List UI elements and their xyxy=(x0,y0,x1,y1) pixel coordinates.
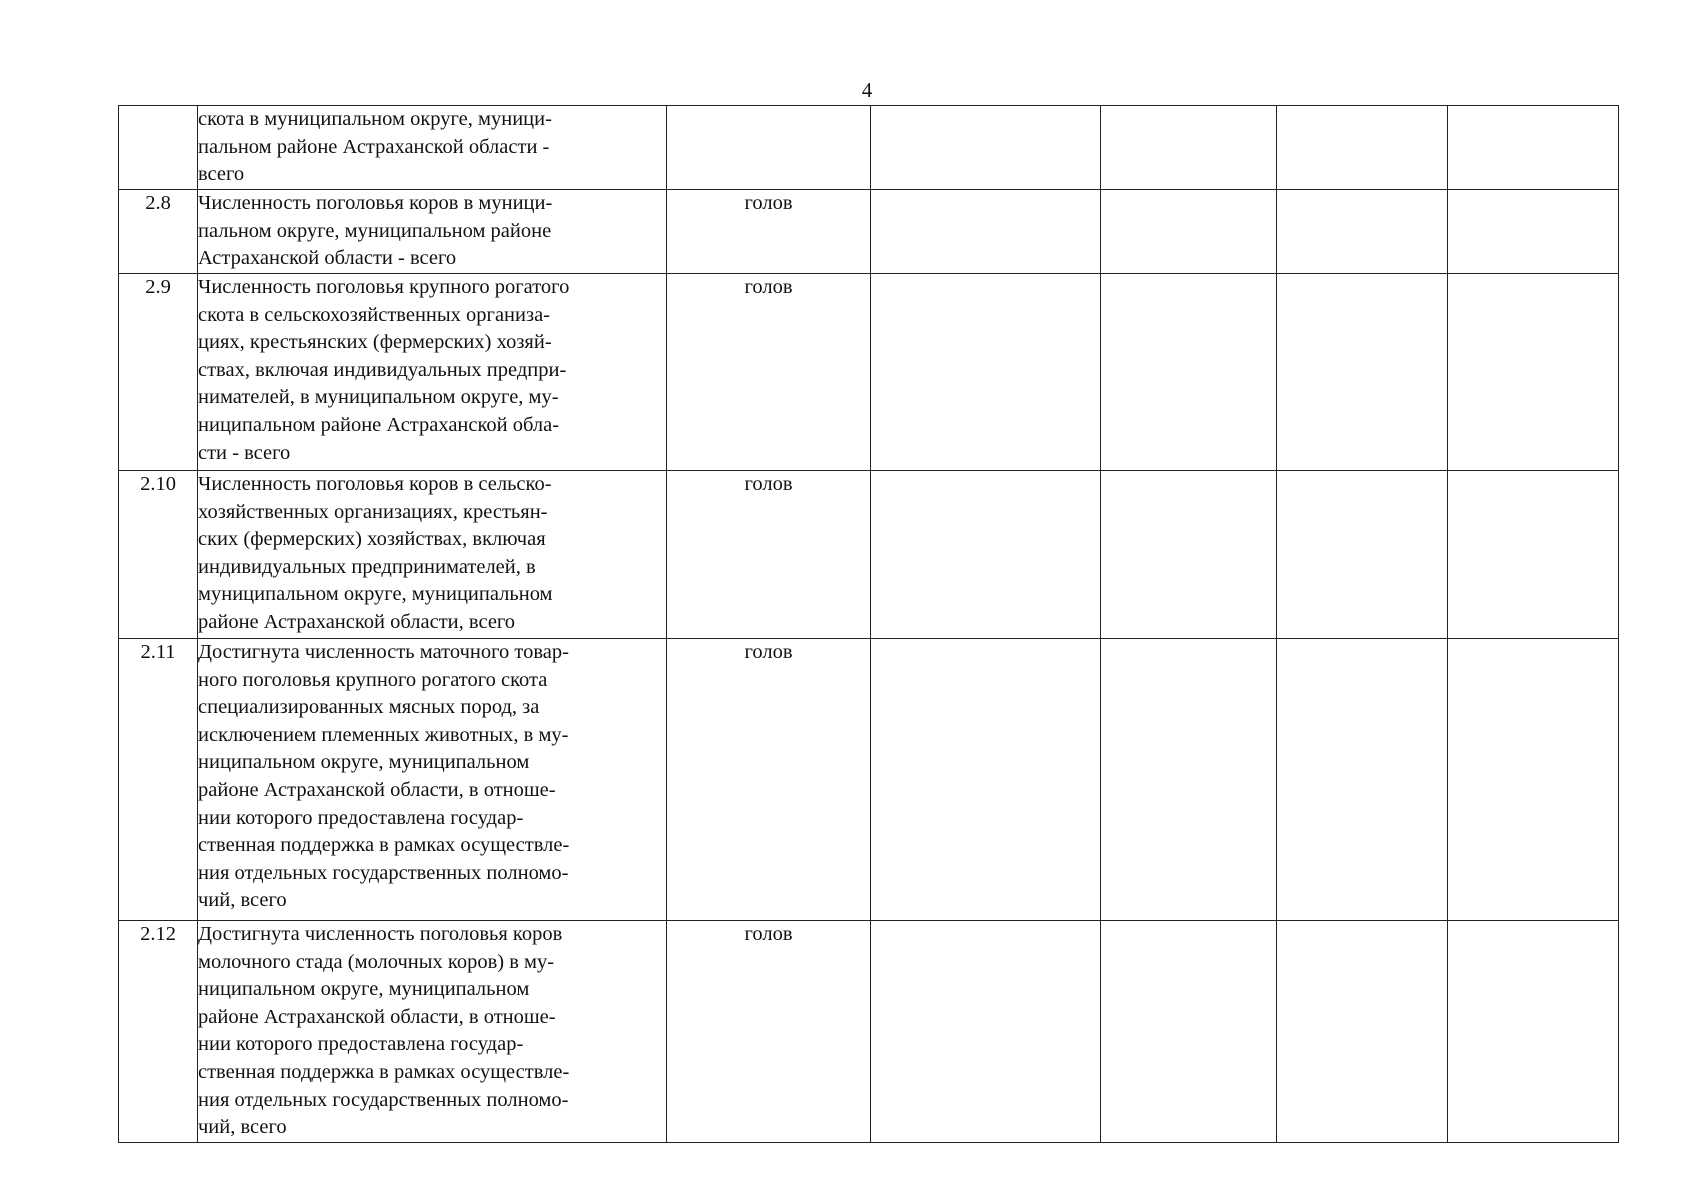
indicator-table xyxy=(118,105,1619,1143)
indicator-name-line: нии которого предоставлена государ- xyxy=(198,806,524,829)
indicator-name-line: районе Астраханской области, всего xyxy=(198,610,516,633)
indicator-name-line: циях, крестьянских (фермерских) хозяй- xyxy=(198,331,552,354)
value-cell-empty xyxy=(1448,190,1619,274)
value-cell-empty xyxy=(1448,471,1619,639)
row-number: 2.8 xyxy=(119,190,198,274)
indicator-name-line: ного поголовья крупного рогатого скота xyxy=(198,668,548,691)
table-body xyxy=(119,106,1619,1143)
indicator-name-line: Достигнута численность маточного товар- xyxy=(198,641,569,663)
value-cell-empty xyxy=(1101,274,1277,471)
indicator-name-line: специализированных мясных пород, за xyxy=(198,696,540,719)
unit-of-measure: голов xyxy=(667,921,871,1143)
indicator-name-line: чий, всего xyxy=(198,889,287,912)
table-row xyxy=(119,471,1619,639)
indicator-name-line: ния отдельных государственных полномо- xyxy=(198,861,569,884)
value-cell-empty xyxy=(871,190,1101,274)
value-cell-empty xyxy=(1101,921,1277,1143)
indicator-name-line: нии которого предоставлена государ- xyxy=(198,1033,524,1056)
indicator-name-line: Численность поголовья крупного рогатого xyxy=(198,276,570,298)
indicator-name-line: ниципальном округе, муниципальном xyxy=(198,978,530,1001)
value-cell-empty xyxy=(1277,106,1448,190)
unit-of-measure: голов xyxy=(667,190,871,274)
indicator-name xyxy=(198,106,667,190)
row-number xyxy=(119,106,198,190)
row-number: 2.12 xyxy=(119,921,198,1143)
value-cell-empty xyxy=(871,106,1101,190)
indicator-name-line: районе Астраханской области, в отноше- xyxy=(198,778,556,801)
value-cell-empty xyxy=(1101,639,1277,921)
indicator-name-line: ниципальном районе Астраханской обла- xyxy=(198,413,560,436)
indicator-name xyxy=(198,190,667,274)
table-row xyxy=(119,106,1619,190)
indicator-name-line: ственная поддержка в рамках осуществле- xyxy=(198,1060,570,1083)
indicator-name-line: молочного стада (молочных коров) в му- xyxy=(198,950,555,973)
indicator-name-line: районе Астраханской области, в отноше- xyxy=(198,1005,556,1028)
indicator-name-line: муниципальном округе, муниципальном xyxy=(198,583,553,606)
value-cell-empty xyxy=(1448,106,1619,190)
unit-of-measure xyxy=(667,106,871,190)
indicator-name xyxy=(198,921,667,1143)
indicator-name-line: всего xyxy=(198,163,245,186)
table-row xyxy=(119,639,1619,921)
table-row xyxy=(119,274,1619,471)
page-number: 4 xyxy=(861,78,873,102)
indicator-name-line: Астраханской области - всего xyxy=(198,247,457,270)
indicator-name xyxy=(198,471,667,639)
unit-of-measure: голов xyxy=(667,471,871,639)
value-cell-empty xyxy=(871,471,1101,639)
indicator-name xyxy=(198,274,667,471)
indicator-name-line: хозяйственных организациях, крестьян- xyxy=(198,500,548,523)
table-row xyxy=(119,190,1619,274)
indicator-name-line: ния отдельных государственных полномо- xyxy=(198,1088,569,1111)
indicator-name-line: исключением племенных животных, в му- xyxy=(198,723,569,746)
indicator-name-line: Численность поголовья коров в муници- xyxy=(198,192,553,214)
indicator-name-line: скота в муниципальном округе, муници- xyxy=(198,108,552,130)
unit-of-measure: голов xyxy=(667,274,871,471)
value-cell-empty xyxy=(1277,921,1448,1143)
value-cell-empty xyxy=(1277,190,1448,274)
indicator-name xyxy=(198,639,667,921)
row-number: 2.10 xyxy=(119,471,198,639)
unit-of-measure: голов xyxy=(667,639,871,921)
value-cell-empty xyxy=(1277,639,1448,921)
value-cell-empty xyxy=(871,274,1101,471)
indicator-name-line: нимателей, в муниципальном округе, му- xyxy=(198,386,559,409)
value-cell-empty xyxy=(1101,106,1277,190)
indicator-name-line: ствах, включая индивидуальных предпри- xyxy=(198,358,567,381)
indicator-name-line: ниципальном округе, муниципальном xyxy=(198,751,530,774)
indicator-name-line: Достигнута численность поголовья коров xyxy=(198,923,563,945)
value-cell-empty xyxy=(1101,190,1277,274)
indicator-name-line: ственная поддержка в рамках осуществле- xyxy=(198,834,570,857)
table-row xyxy=(119,921,1619,1143)
value-cell-empty xyxy=(1448,639,1619,921)
indicator-name-line: чий, всего xyxy=(198,1116,287,1139)
row-number: 2.11 xyxy=(119,639,198,921)
indicator-name-line: ских (фермерских) хозяйствах, включая xyxy=(198,528,546,551)
value-cell-empty xyxy=(1277,274,1448,471)
row-number: 2.9 xyxy=(119,274,198,471)
value-cell-empty xyxy=(1448,274,1619,471)
indicator-name-line: сти - всего xyxy=(198,441,291,464)
value-cell-empty xyxy=(1101,471,1277,639)
indicator-name-line: пальном округе, муниципальном районе xyxy=(198,219,552,242)
value-cell-empty xyxy=(1277,471,1448,639)
indicator-name-line: Численность поголовья коров в сельско- xyxy=(198,473,552,495)
indicator-name-line: скота в сельскохозяйственных организа- xyxy=(198,303,551,326)
value-cell-empty xyxy=(871,639,1101,921)
indicator-name-line: пальном районе Астраханской области - xyxy=(198,135,550,158)
indicator-name-line: индивидуальных предпринимателей, в xyxy=(198,555,536,578)
value-cell-empty xyxy=(1448,921,1619,1143)
value-cell-empty xyxy=(871,921,1101,1143)
